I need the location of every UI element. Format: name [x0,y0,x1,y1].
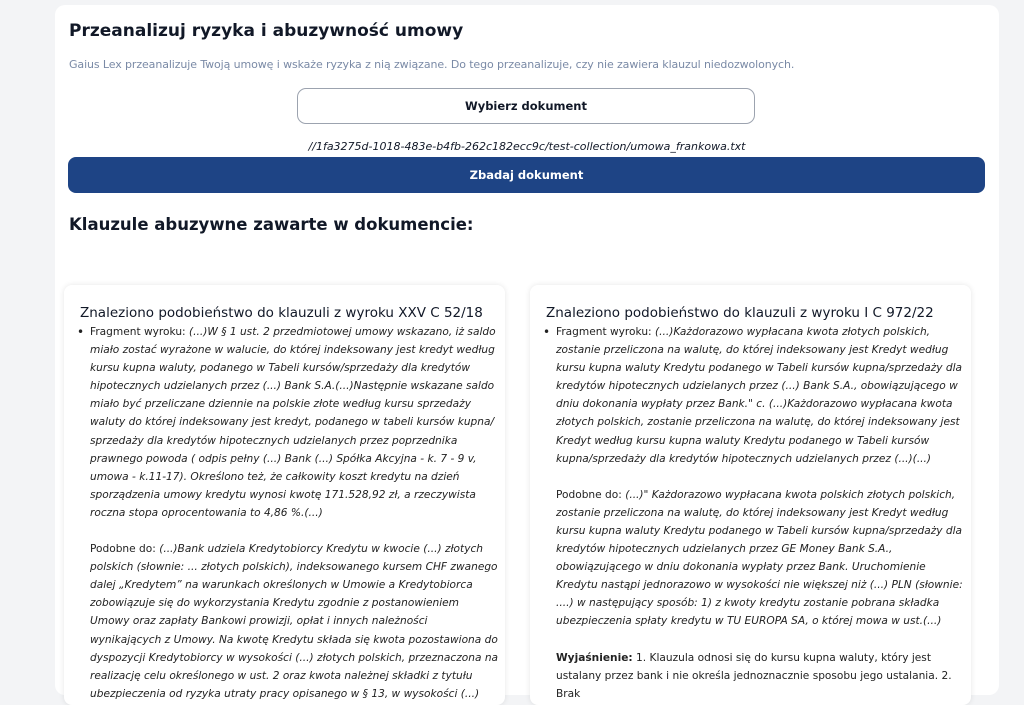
similar-paragraph [556,486,966,631]
choose-document-button[interactable]: Wybierz dokument [297,88,755,124]
page-subtitle: Gaius Lex przeanalizuje Twoją umowę i wskaże ryzyka z nią związane. Do tego przeanalizuje, czy nie zawiera klauzul niedozwolonych. [69,58,795,71]
clause-card-body [77,323,500,703]
selected-file-path: //1fa3275d-1018-483e-b4fb-262c182ecc9c/test-collection/umowa_frankowa.txt [308,140,746,153]
explanation-label: Wyjaśnienie: [556,651,633,664]
clause-card-title: Znaleziono podobieństwo do klauzuli z wyroku I C 972/22 [546,305,934,321]
similar-text: (...)" Każdorazowo wypłacana kwota polskich złotych polskich, zostanie przeliczona na walutę, do której indeksowany jest Kredyt według kursu kupna waluty Kredytu podanego w Tabeli kursów kupna/sprzedaży dla kredytów hipotecznych udzielanych przez GE Money Bank S.A., obowiązującego w dniu dokonania wypłaty przez Bank. Uruchomienie Kredytu nastąpi jednorazowo w wysokości nie większej niż (...) PLN (słownie: ....) w następujący sposób: 1) z kwoty kredytu zostanie pobrana składka ubezpieczenia spłaty kredytu w TU EUROPA SA, o której mowa w ust.(...) [556,488,963,628]
fragment-label: Fragment wyroku: [90,326,186,338]
clause-card [64,285,505,705]
bullet-icon: • [543,325,551,339]
similar-paragraph [90,540,500,703]
similar-label: Podobne do: [90,543,156,556]
explanation-text: 1. Klauzula odnosi się do kursu kupna waluty, który jest ustalany przez bank i nie określa jednoznacznie sposobu jego ustalania. 2. Brak [556,651,952,700]
clause-card-title: Znaleziono podobieństwo do klauzuli z wyroku XXV C 52/18 [80,305,483,321]
similar-label: Podobne do: [556,488,622,501]
results-section-title: Klauzule abuzywne zawarte w dokumencie: [69,215,474,234]
similar-text: (...)Bank udziela Kredytobiorcy Kredytu w kwocie (...) złotych polskich (słownie: ... złotych polskich), indeksowanego kursem CHF zwanego dalej „Kredytem” na warunkach określonych w Umowie a Kredytobiorca zobowiązuje się do wykorzystania Kredytu zgodnie z postanowieniem Umowy oraz zapłaty Bankowi prowizji, opłat i innych należności wynikających z Umowy. Na kwotę Kredytu składa się kwota pozostawiona do dyspozycji Kredytobiorcy w wysokości (...) złotych polskich, przeznaczona na realizację celu określonego w ust. 2 oraz kwota należnej składki z tytułu ubezpieczenia od ryzyka utraty pracy opisanego w § 13, w wysokości (...) [90,543,499,700]
page-title: Przeanalizuj ryzyka i abuzywność umowy [69,21,464,41]
clause-card [530,285,971,705]
explanation-paragraph [556,649,966,703]
fragment-label: Fragment wyroku: [556,326,652,338]
fragment-text: (...)W § 1 ust. 2 przedmiotowej umowy wskazano, iż saldo miało zostać wyrażone w walucie, do której indeksowany jest kredyt według kursu kupna waluty, podanego w Tabeli kursów/sprzedaży dla kredytów hipotecznych udzielanych przez (...) Bank S.A.(...)Następnie wskazane saldo miało być przeliczane dziennie na polskie złote według kursu sprzedaży waluty do której indeksowany jest kredyt, podanego w tabeli kursów kupna/ sprzedaży dla kredytów hipotecznych udzielanych przez poprzednika prawnego powoda ( odpis pełny (...) Bank (...) Spółka Akcyjna - k. 7 - 9 v, umowa - k.11-17). Określono też, że całkowity koszt kredytu na dzień sporządzenia umowy kredytu wynosi kwotę 171.528,92 zł, a rzeczywista roczna stopa oprocentowania to 4,86 %.(...) [90,326,496,519]
fragment-paragraph [90,323,500,522]
clause-card-body [543,323,966,703]
analyze-document-button[interactable]: Zbadaj dokument [68,157,985,193]
main-panel [55,5,999,700]
fragment-text: (...)Każdorazowo wypłacana kwota złotych polskich, zostanie przeliczona na walutę, do której indeksowany jest Kredyt według kursu kupna waluty Kredytu podanego w Tabeli kursów kupna/sprzedaży dla kredytów hipotecznych udzielanych przez (...) Bank S.A., obowiązującego w dniu dokonania wypłaty przez Bank." c. (...)Każdorazowo wypłacana kwota złotych polskich, zostanie przeliczona na walutę, do której indeksowany jest Kredyt według kursu kupna waluty Kredytu podanego w Tabeli kursów kupna/sprzedaży dla kredytów hipotecznych udzielanych przez (...)(...) [556,326,963,465]
bullet-icon: • [77,325,85,339]
fragment-paragraph [556,323,966,468]
